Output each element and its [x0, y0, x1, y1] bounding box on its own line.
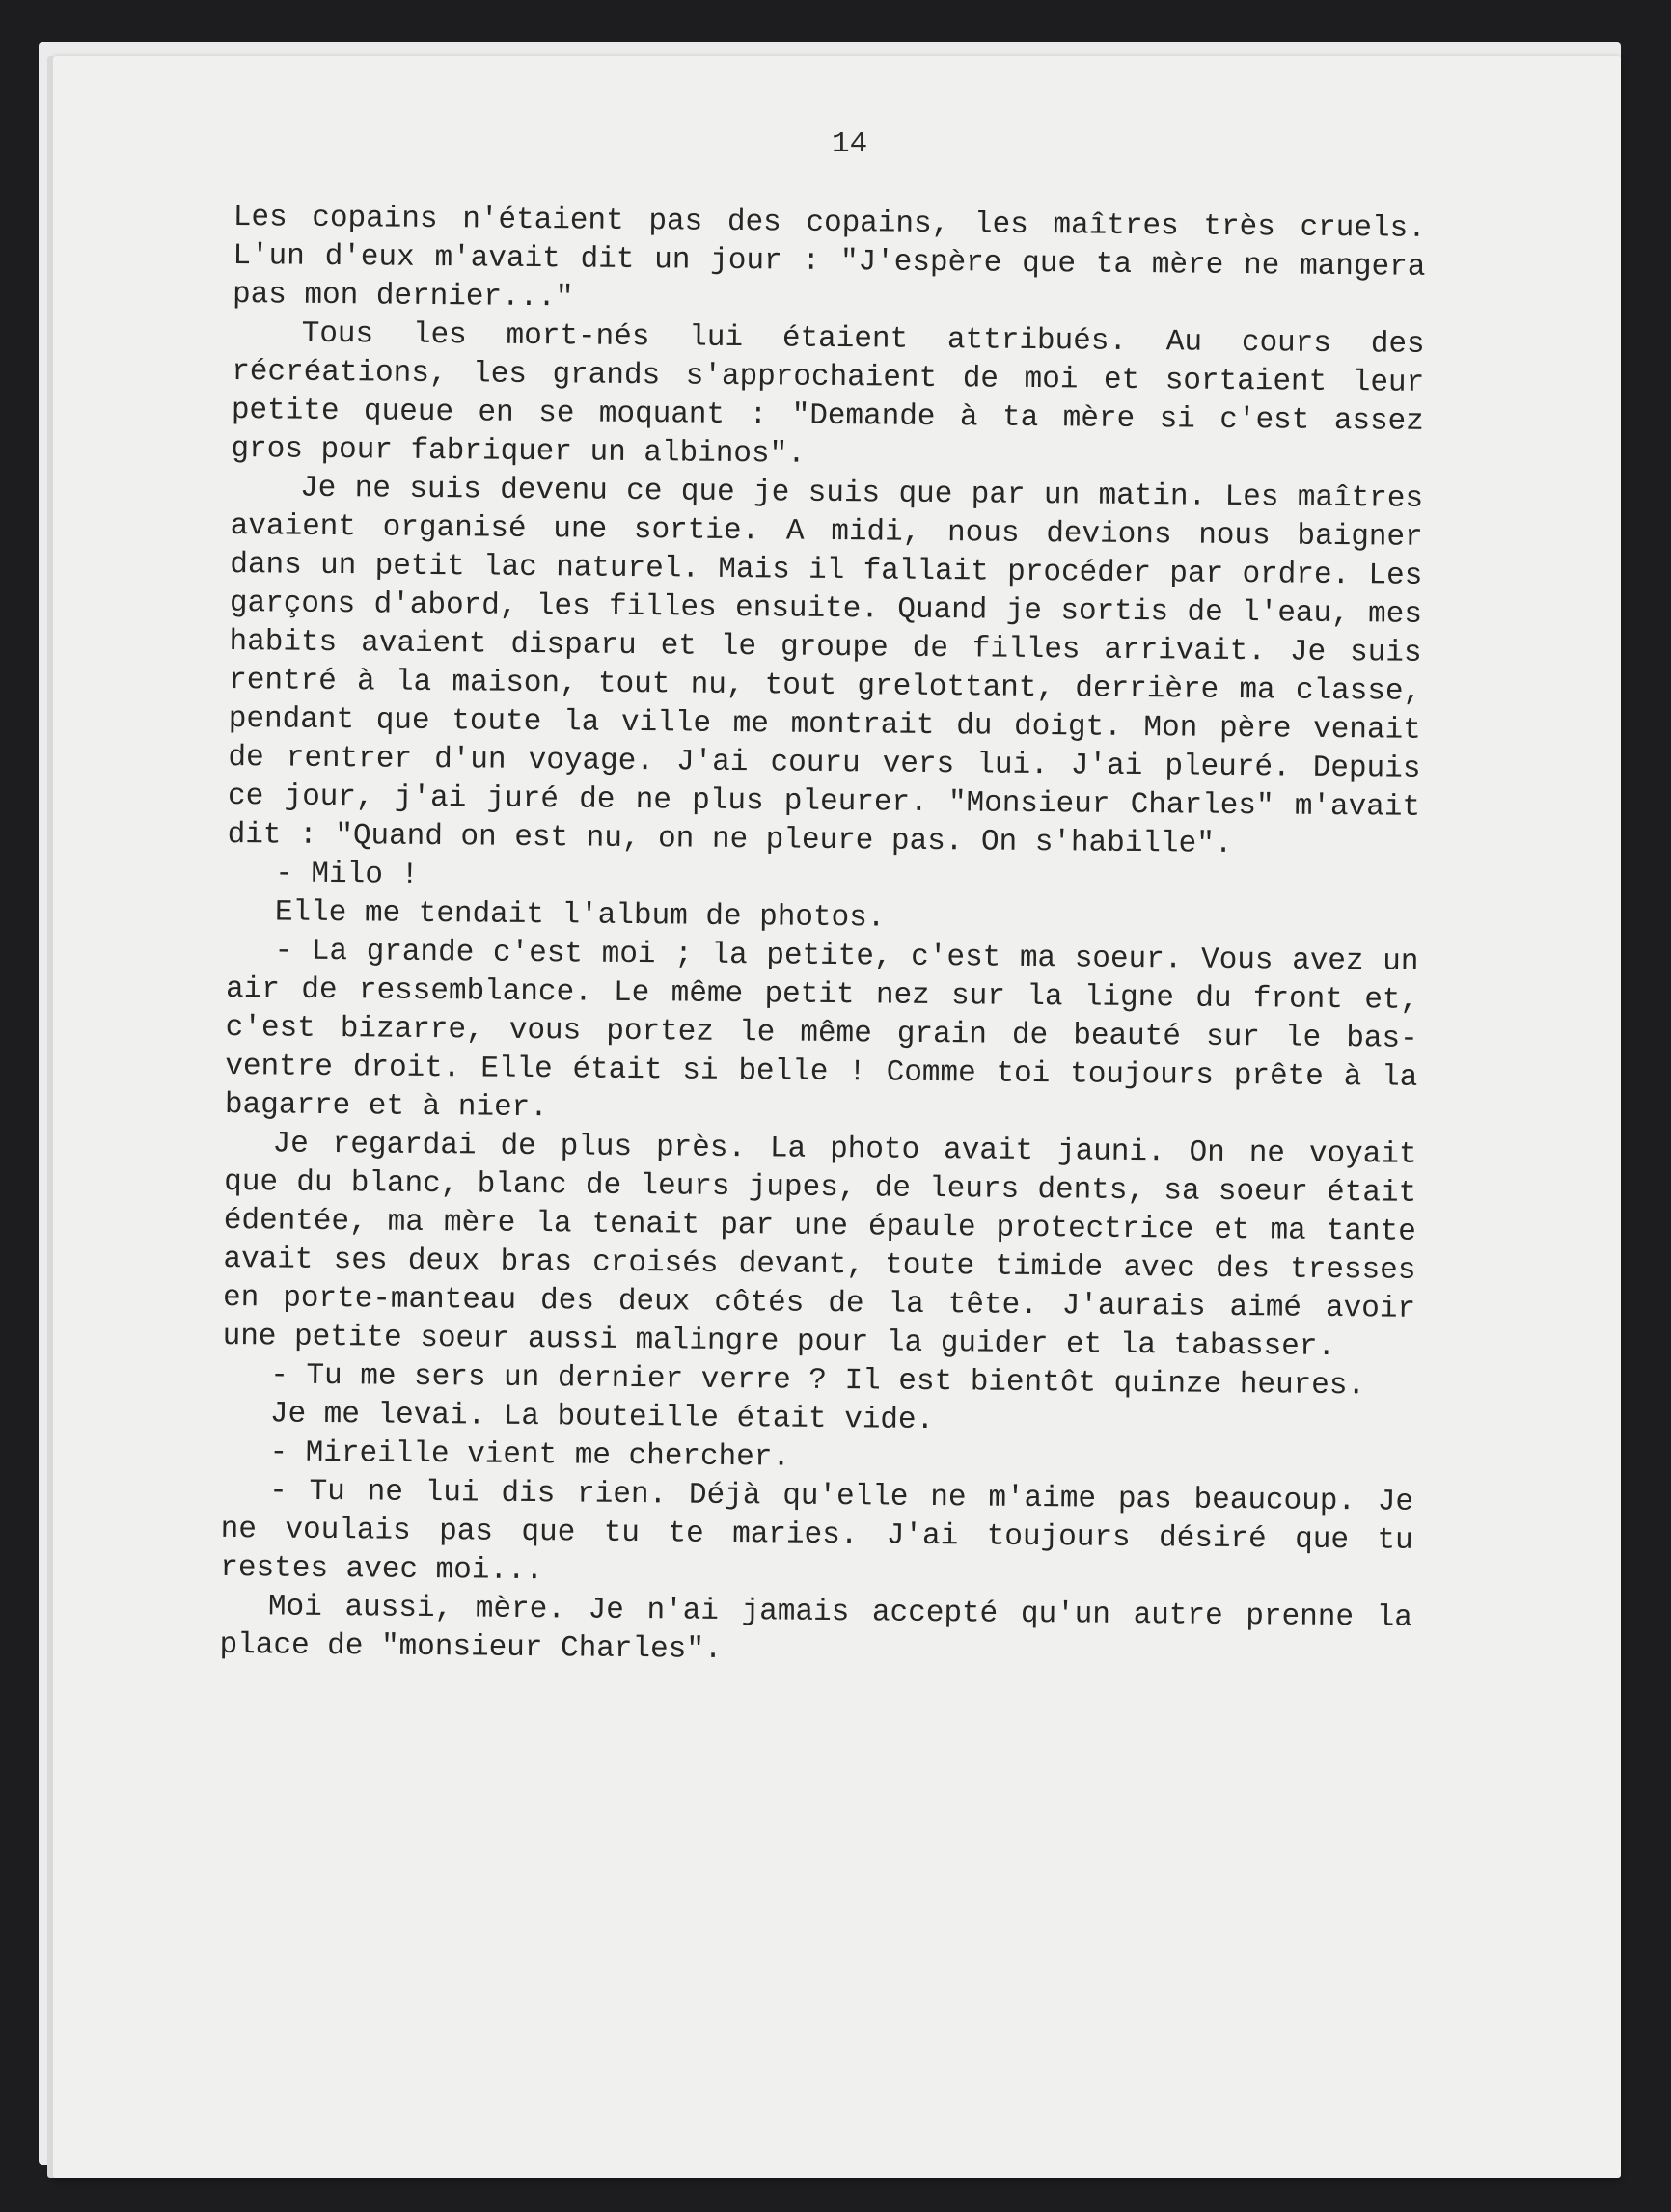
paragraph: Tous les mort-nés lui étaient attribués. Au cours des récréations, les grands s'approchaient de moi et sortaient leur petite queue en se moquant : "Demande à ta mère si c'est assez gros pour fabriquer un albinos". — [231, 316, 1425, 472]
dialogue-line: - Tu me sers un dernier verre ? Il est bientôt quinze heures. — [270, 1358, 1366, 1404]
dialogue-line: - Tu ne lui dis rien. Déjà qu'elle ne m'aime pas beaucoup. Je ne voulais pas que tu te maries. J'ai toujours désiré que tu restes avec moi... — [220, 1474, 1414, 1589]
page-number: 14 — [832, 127, 868, 161]
paragraph: Moi aussi, mère. Je n'ai jamais accepté qu'un autre prenne la place de "monsieur Charles". — [219, 1590, 1413, 1667]
paragraph: Je ne suis devenu ce que je suis que par un matin. Les maîtres avaient organisé une sortie. A midi, nous devions nous baigner dans un petit lac naturel. Mais il fallait procéder par ordre. Les garçons d'abord, les filles ensuite. Quand je sortis de l'eau, mes habits avaient disparu et le groupe de filles arrivait. Je suis rentré à la maison, tout nu, tout grelottant, derrière ma classe, pendant que toute la ville me montrait du doigt. Mon père venait de rentrer d'un voyage. J'ai couru vers lui. J'ai pleuré. Depuis ce jour, j'ai juré de ne plus pleurer. "Monsieur Charles" m'avait dit : "Quand on est nu, on ne pleure pas. On s'habille". — [227, 471, 1424, 861]
dialogue-line: - Mireille vient me chercher. — [269, 1435, 791, 1475]
paragraph: Je me levai. La bouteille était vide. — [269, 1397, 935, 1438]
paragraph: Elle me tendait l'album de photos. — [274, 895, 886, 936]
dialogue-line: - La grande c'est moi ; la petite, c'est ma soeur. Vous avez un air de ressemblance. Le même petit nez sur la ligne du front et, c'est bizarre, vous portez le même grain de beauté sur le bas-ventre droit. Elle était si belle ! Comme toi toujours prête à la bagarre et à nier. — [224, 934, 1419, 1126]
dialogue-line: - Milo ! — [275, 857, 420, 892]
paragraph: Les copains n'étaient pas des copains, les maîtres très cruels. L'un d'eux m'avait dit un jour : "J'espère que ta mère ne mangera pas mon dernier..." — [232, 200, 1426, 315]
body-text — [219, 199, 1426, 1677]
paragraph: Je regardai de plus près. La photo avait jauni. On ne voyait que du blanc, blanc de leurs jupes, de leurs dents, sa soeur était édentée, ma mère la tenait par une épaule protectrice et ma tante avait ses deux bras croisés devant, toute timide avec des tresses en porte-manteau des deux côtés de la tête. J'aurais aimé avoir une petite soeur aussi malingre pour la guider et la tabasser. — [222, 1127, 1417, 1365]
